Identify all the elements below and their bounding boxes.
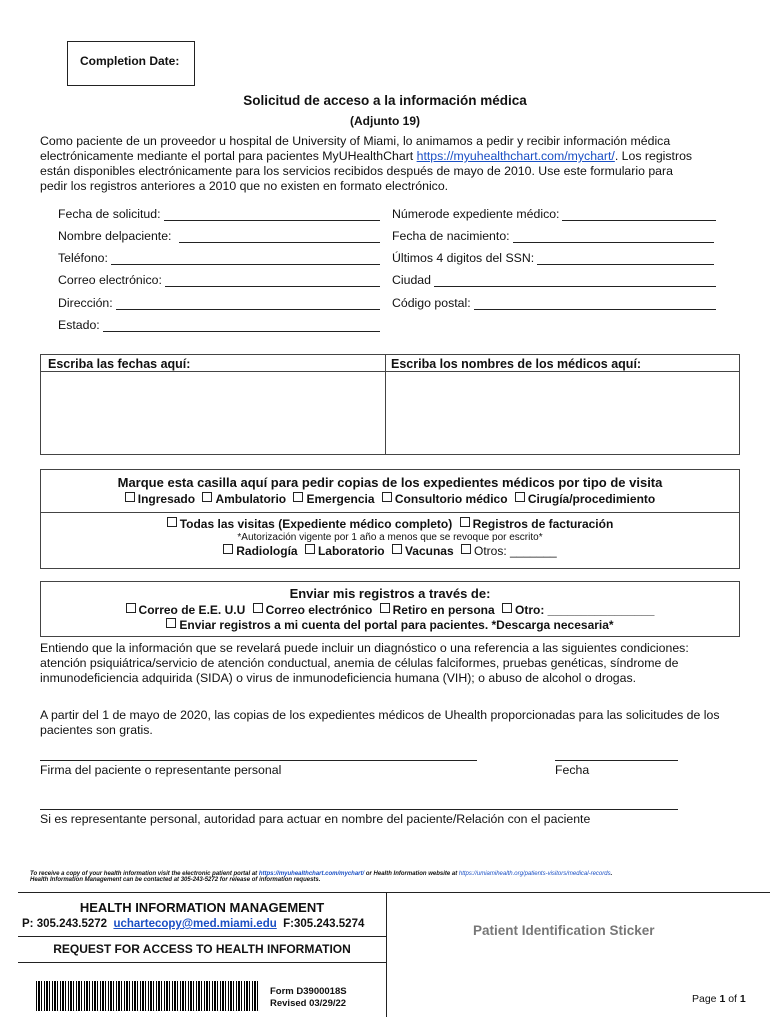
- field-label: Dirección:: [58, 296, 113, 310]
- field-line[interactable]: [179, 231, 380, 243]
- field-label: Código postal:: [392, 296, 471, 310]
- doctors-header: Escriba los nombres de los médicos aquí:: [391, 357, 642, 371]
- page-total: 1: [739, 993, 746, 1005]
- page-number: [692, 993, 746, 1005]
- visit-heading: Marque esta casilla aquí para pedir copias de los expedientes médicos por tipo de visita: [117, 475, 663, 490]
- send-heading: Enviar mis registros a través de:: [289, 586, 491, 601]
- footnote-portal-link[interactable]: https://myuhealthchart.com/mychart/: [258, 871, 365, 877]
- him-block: [18, 892, 387, 1017]
- signature-date-line[interactable]: [555, 760, 678, 761]
- portal-option-row: [41, 618, 739, 632]
- option-label: Otros: _______: [474, 544, 557, 558]
- mychart-link[interactable]: https://myuhealthchart.com/mychart/: [416, 149, 615, 163]
- field-label: Ciudad: [392, 273, 431, 287]
- him-divider-1: [18, 936, 386, 937]
- field-line[interactable]: [103, 320, 380, 332]
- checkbox-emergency[interactable]: [293, 492, 303, 502]
- intro-paragraph: [40, 134, 700, 194]
- table-divider: [40, 371, 740, 372]
- checkbox-surgery[interactable]: [515, 492, 525, 502]
- page-prefix: Page: [692, 993, 720, 1005]
- checkbox-outpatient[interactable]: [202, 492, 212, 502]
- field-line[interactable]: [474, 298, 716, 310]
- option-label: Retiro en persona: [392, 603, 495, 617]
- field-line[interactable]: [562, 209, 716, 221]
- him-fax: F:305.243.5274: [283, 918, 365, 930]
- completion-date-box[interactable]: [67, 41, 195, 86]
- representative-line[interactable]: [40, 809, 678, 810]
- field-label: Estado:: [58, 318, 100, 332]
- field-postal-code[interactable]: [392, 296, 716, 310]
- field-line[interactable]: [165, 275, 380, 287]
- option-label: Otro: ________________: [515, 603, 655, 617]
- send-records-box: [40, 581, 740, 637]
- sticker-label: Patient Identification Sticker: [473, 923, 655, 938]
- visit-options-row-3: [41, 544, 739, 558]
- footnote-contact: Health Information Management can be contacted at 305-243-5272 for release of information requests.: [30, 877, 321, 883]
- page-subtitle: (Adjunto 19): [350, 114, 420, 128]
- page-middle: of: [725, 993, 740, 1005]
- visit-divider: [41, 512, 739, 513]
- option-label: Ambulatorio: [215, 492, 287, 506]
- intro-text-2: . Los registros están disponibles electrónicamente para los servicios recibidos después de mayo de 2010. Use este formulario para pedir los registros anteriores a 2010 que no existen en formato electrónico.: [40, 149, 693, 193]
- signature-date-label: Fecha: [555, 763, 590, 777]
- option-label: Ingresado: [137, 492, 196, 506]
- free-copies-paragraph: A partir del 1 de mayo de 2020, las copias de los expedientes médicos de Uhealth proporcionadas para las solicitudes de los pacientes son gratis.: [40, 708, 720, 737]
- page-title: Solicitud de acceso a la información médica: [243, 93, 527, 108]
- option-label: Cirugía/procedimiento: [527, 492, 656, 506]
- field-line[interactable]: [537, 253, 714, 265]
- checkbox-other-send[interactable]: [502, 603, 512, 613]
- form-revised: Revised 03/29/22: [270, 998, 347, 1009]
- field-label: Últimos 4 digitos del SSN:: [392, 251, 535, 265]
- option-label: Vacunas: [404, 544, 454, 558]
- field-phone[interactable]: [58, 251, 380, 265]
- completion-date-label: Completion Date:: [80, 54, 180, 68]
- checkbox-portal[interactable]: [166, 618, 176, 628]
- checkbox-email[interactable]: [253, 603, 263, 613]
- barcode-image: [36, 981, 260, 1011]
- field-line[interactable]: [434, 275, 716, 287]
- field-state[interactable]: [58, 318, 380, 332]
- checkbox-billing[interactable]: [460, 517, 470, 527]
- footnote: [30, 871, 740, 883]
- field-line[interactable]: [116, 298, 380, 310]
- field-line[interactable]: [111, 253, 380, 265]
- field-patient-name[interactable]: [58, 229, 380, 243]
- send-options-row: [41, 603, 739, 617]
- option-label: Correo electrónico: [265, 603, 373, 617]
- visit-options-row-1: [41, 492, 739, 506]
- him-email-link[interactable]: uchartecopy@med.miami.edu: [113, 918, 277, 930]
- field-request-date[interactable]: [58, 207, 380, 221]
- field-line[interactable]: [164, 209, 380, 221]
- checkbox-vaccines[interactable]: [392, 544, 402, 554]
- checkbox-inpatient[interactable]: [125, 492, 135, 502]
- him-heading: HEALTH INFORMATION MANAGEMENT: [79, 900, 325, 915]
- checkbox-office[interactable]: [382, 492, 392, 502]
- request-title: REQUEST FOR ACCESS TO HEALTH INFORMATION: [53, 942, 351, 956]
- footer-top-border: [386, 892, 770, 893]
- footnote-text: .: [610, 871, 613, 877]
- option-label: Emergencia: [306, 492, 375, 506]
- representative-label: Si es representante personal, autoridad para actuar en nombre del paciente/Relación con el paciente: [40, 812, 591, 826]
- field-ssn-last4[interactable]: [392, 251, 714, 265]
- option-label: Enviar registros a mi cuenta del portal para pacientes. *Descarga necesaria*: [179, 618, 614, 632]
- field-record-number[interactable]: [392, 207, 716, 221]
- field-address[interactable]: [58, 296, 380, 310]
- field-label: Nombre delpaciente:: [58, 229, 172, 243]
- visit-type-box: [40, 469, 740, 569]
- field-label: Fecha de nacimiento:: [392, 229, 510, 243]
- checkbox-mail[interactable]: [126, 603, 136, 613]
- footnote-text: To receive a copy of your health information visit the electronic patient portal at: [30, 871, 259, 877]
- option-label: Consultorio médico: [394, 492, 508, 506]
- checkbox-other[interactable]: [461, 544, 471, 554]
- field-city[interactable]: [392, 273, 716, 287]
- field-label: Númerode expediente médico:: [392, 207, 560, 221]
- him-contact-row: [22, 918, 386, 930]
- footnote-text: or Health Information website at: [364, 871, 459, 877]
- field-birth-date[interactable]: [392, 229, 714, 243]
- field-label: Teléfono:: [58, 251, 108, 265]
- form-info: [270, 986, 347, 1010]
- option-label: Registros de facturación: [472, 517, 614, 531]
- dates-header: Escriba las fechas aquí:: [48, 357, 191, 371]
- field-line[interactable]: [513, 231, 714, 243]
- form-number: Form D3900018S: [270, 986, 347, 997]
- page-current: 1: [719, 993, 726, 1005]
- option-label: Laboratorio: [317, 544, 385, 558]
- authorization-note: *Autorización vigente por 1 año a menos que se revoque por escrito*: [237, 532, 543, 543]
- field-label: Correo electrónico:: [58, 273, 162, 287]
- checkbox-radiology[interactable]: [223, 544, 233, 554]
- checkbox-pickup[interactable]: [380, 603, 390, 613]
- footnote-website-link[interactable]: https://umiamihealth.org/patients-visitors/medical-records: [458, 871, 611, 877]
- doctors-box[interactable]: [385, 354, 740, 455]
- option-label: Radiología: [236, 544, 298, 558]
- intro-text-1: Como paciente de un proveedor u hospital de University of Miami, lo animamos a pedir y recibir información médica electrónicamente mediante el portal para pacientes MyUHealthChart: [40, 134, 671, 163]
- option-label: Correo de E.E. U.U: [138, 603, 246, 617]
- him-phone: P: 305.243.5272: [22, 918, 108, 930]
- signature-line[interactable]: [40, 760, 477, 761]
- field-email[interactable]: [58, 273, 380, 287]
- field-label: Fecha de solicitud:: [58, 207, 161, 221]
- visit-options-row-2: [41, 517, 739, 531]
- him-divider-2: [18, 962, 386, 963]
- disclosure-paragraph: Entiendo que la información que se revelará puede incluir un diagnóstico o una referencia a las siguientes condiciones: atención psiquiátrica/servicio de atención conductual, anemia de células falciformes, pruebas genéticas, síndrome de inmunodeficiencia adquirida (SIDA) o virus de inmunodeficiencia humana (VIH); o abuso de alcohol o drogas.: [40, 641, 689, 685]
- signature-label: Firma del paciente o representante personal: [40, 763, 282, 777]
- dates-box[interactable]: [40, 354, 386, 455]
- option-label: Todas las visitas (Expediente médico completo): [179, 517, 453, 531]
- checkbox-laboratory[interactable]: [305, 544, 315, 554]
- checkbox-all-visits[interactable]: [167, 517, 177, 527]
